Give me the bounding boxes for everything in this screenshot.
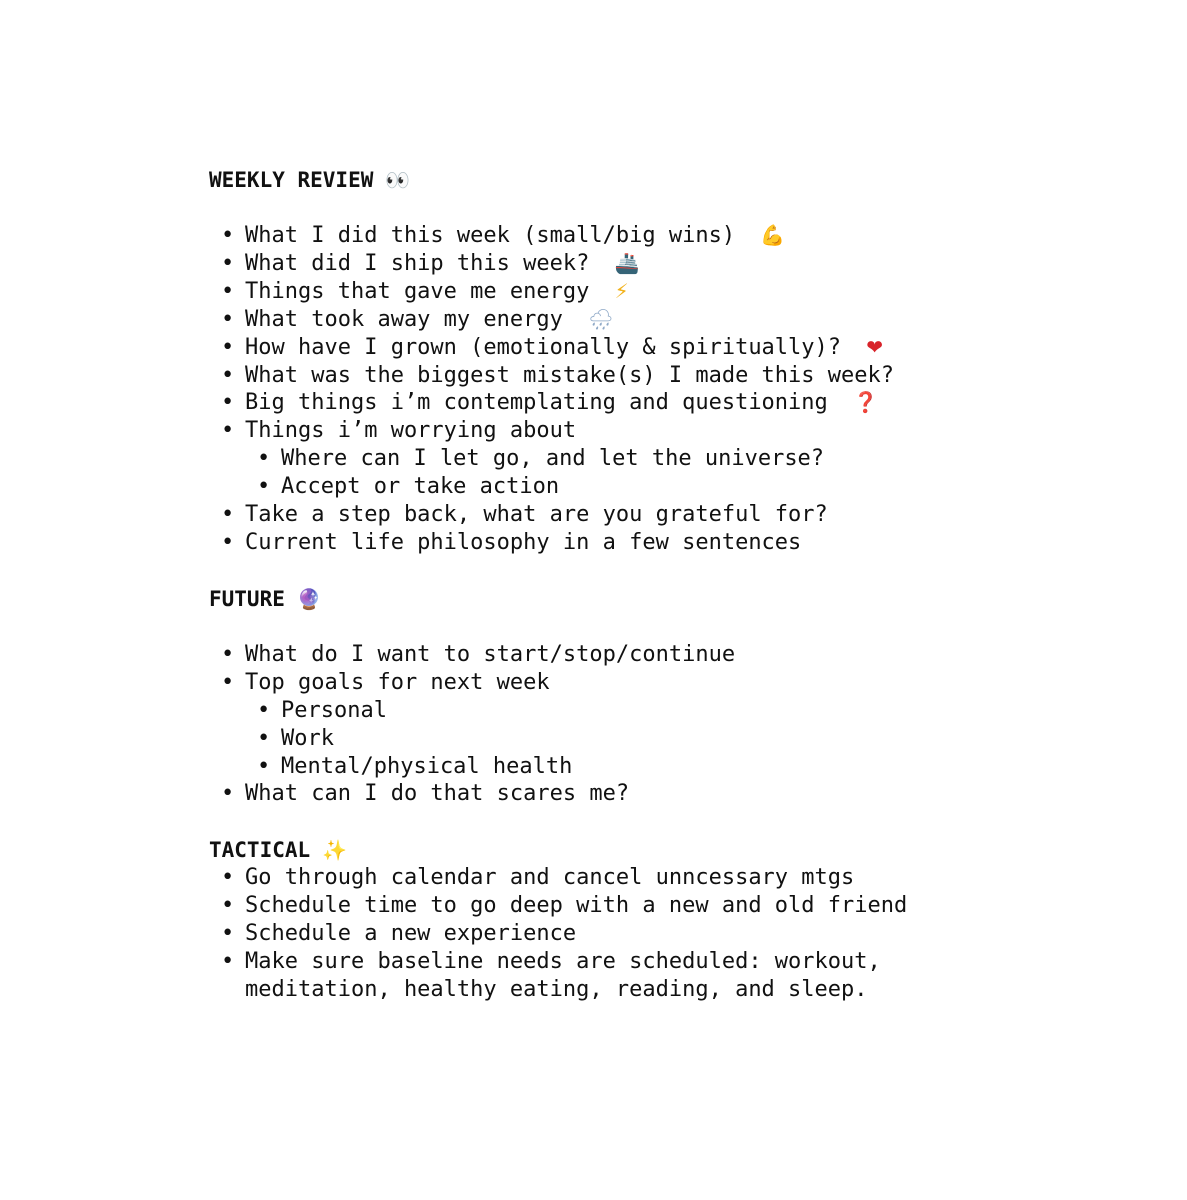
section-heading-weekly-review: [209, 166, 1109, 194]
tactical-list: [209, 864, 1109, 1004]
list-item: • Make sure baseline needs are scheduled: workout, meditation, healthy eating, reading, and sleep.: [209, 948, 985, 1004]
sub-list-item: • Mental/physical health: [209, 753, 1109, 781]
crystal-ball-icon: 🔮: [296, 586, 322, 611]
list-item: • What I did this week (small/big wins) 💪: [209, 222, 1109, 250]
ship-icon: 🚢: [614, 250, 640, 275]
lightning-icon: ⚡: [614, 278, 629, 303]
future-list: [209, 641, 1109, 808]
list-item: • Top goals for next week: [209, 669, 1109, 697]
list-item: • Things that gave me energy ⚡: [209, 278, 1109, 306]
section-heading-future: [209, 585, 1109, 613]
rain-cloud-icon: 🌧: [588, 306, 614, 331]
list-item: • Go through calendar and cancel unncessary mtgs: [209, 864, 1109, 892]
section-heading-tactical: [209, 836, 1109, 864]
weekly-review-title: WEEKLY REVIEW: [209, 168, 374, 192]
sub-list-item: • Accept or take action: [209, 473, 1109, 501]
tactical-title: TACTICAL: [209, 838, 311, 863]
question-mark-icon: ❓: [853, 390, 878, 415]
eyes-icon: 👀: [385, 168, 411, 192]
sub-list-item: • Personal: [209, 697, 1109, 725]
list-item: • What was the biggest mistake(s) I made this week?: [209, 362, 1109, 390]
list-item: • What do I want to start/stop/continue: [209, 641, 1109, 669]
sub-list-item: • Where can I let go, and let the universe?: [209, 445, 1109, 473]
future-title: FUTURE: [209, 586, 285, 611]
list-item: • Big things i’m contemplating and questioning ❓: [209, 389, 1109, 417]
weekly-review-list: [209, 222, 1109, 557]
list-item: • Current life philosophy in a few sentences: [209, 529, 1109, 557]
sparkles-icon: ✨: [322, 838, 348, 863]
list-item: • What can I do that scares me?: [209, 780, 1109, 808]
list-item: • Take a step back, what are you grateful for?: [209, 501, 1109, 529]
document: [209, 166, 1109, 1004]
list-item: • Schedule time to go deep with a new and old friend: [209, 892, 1109, 920]
list-item: • Schedule a new experience: [209, 920, 1109, 948]
list-item: • Things i’m worrying about: [209, 417, 1109, 445]
list-item: • What took away my energy 🌧: [209, 306, 1109, 334]
sub-list-item: • Work: [209, 725, 1109, 753]
list-item: • What did I ship this week? 🚢: [209, 250, 1109, 278]
flexed-biceps-icon: 💪: [760, 223, 786, 247]
list-item: • How have I grown (emotionally & spiritually)? ❤: [209, 334, 1109, 362]
heart-icon: ❤: [866, 334, 884, 359]
